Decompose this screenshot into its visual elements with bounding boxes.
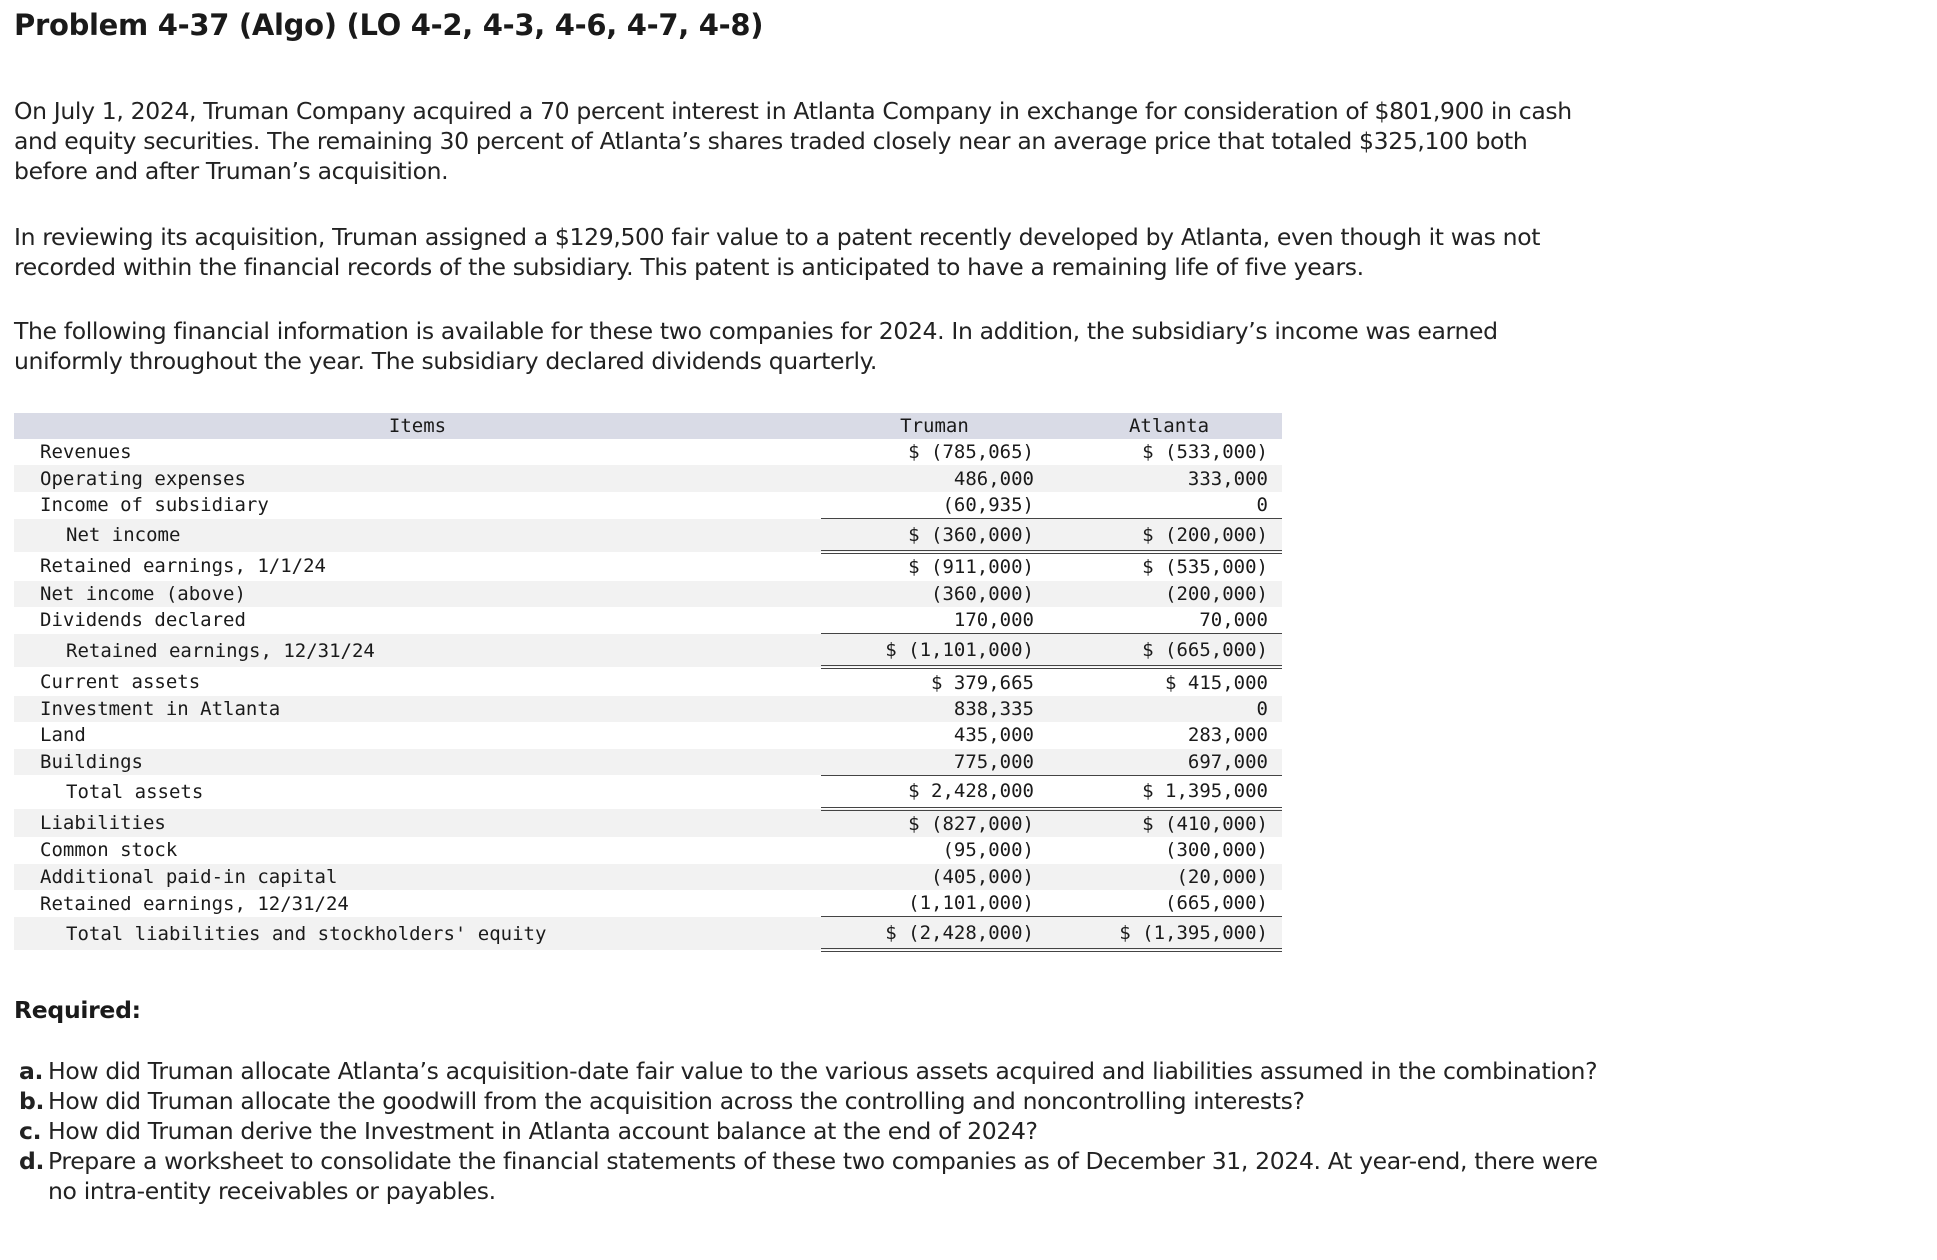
row-label: Investment in Atlanta	[14, 696, 821, 722]
atlanta-value: $ (1,395,000)	[1056, 917, 1282, 951]
header-atlanta: Atlanta	[1056, 413, 1282, 439]
list-item	[14, 1086, 1604, 1116]
truman-value: $ (827,000)	[821, 809, 1048, 837]
table-row	[14, 607, 1282, 634]
atlanta-value: $ 415,000	[1165, 671, 1268, 694]
financial-info-table	[14, 413, 1282, 952]
intro-paragraph-acquisition: On July 1, 2024, Truman Company acquired a 70 percent interest in Atlanta Company in exchange for consideration of $801,900 in cash and equity securities. The remaining 30 percent of Atlanta’s shares traded closely near an average price that totaled $325,100 both before and after Truman’s acquisition.	[14, 97, 1572, 185]
table-row	[14, 696, 1282, 722]
atlanta-value: 70,000	[1199, 609, 1268, 632]
atlanta-value: 697,000	[1056, 749, 1282, 776]
truman-value: $ (1,101,000)	[821, 634, 1048, 668]
truman-value: (60,935)	[942, 493, 1034, 516]
atlanta-value: (300,000)	[1165, 839, 1268, 862]
item-label: b.	[19, 1087, 45, 1115]
item-label: a.	[19, 1057, 44, 1085]
truman-value: 435,000	[953, 724, 1034, 747]
row-label: Dividends declared	[40, 609, 246, 632]
row-label: Net income (above)	[14, 581, 821, 607]
table-row-subtotal	[14, 519, 1282, 553]
item-text: How did Truman allocate Atlanta’s acquisition-date fair value to the various assets acquired and liabilities assumed in the combination?	[48, 1057, 1598, 1085]
atlanta-value: 0	[1256, 493, 1268, 516]
intro-paragraph-financial-info: The following financial information is available for these two companies for 2024. In addition, the subsidiary’s income was earned uniformly throughout the year. The subsidiary declared dividends quarterly.	[14, 317, 1498, 375]
required-heading: Required:	[14, 996, 141, 1024]
item-label: c.	[19, 1117, 42, 1145]
table-row	[14, 749, 1282, 776]
row-label: Total assets	[66, 781, 204, 804]
table-row-total	[14, 917, 1282, 951]
table-row	[14, 465, 1282, 491]
table-row	[14, 809, 1282, 837]
row-label: Income of subsidiary	[40, 494, 269, 517]
header-truman: Truman	[821, 413, 1048, 439]
table-row	[14, 492, 1282, 519]
atlanta-value: 0	[1056, 696, 1282, 722]
atlanta-value: 333,000	[1056, 465, 1282, 491]
truman-value: (1,101,000)	[908, 892, 1034, 915]
item-text: Prepare a worksheet to consolidate the financial statements of these two companies as of December 31, 2024. At year-end, there were no intra-entity receivables or payables.	[48, 1147, 1598, 1205]
row-label: Liabilities	[14, 809, 821, 837]
item-text: How did Truman allocate the goodwill from the acquisition across the controlling and noncontrolling interests?	[48, 1087, 1305, 1115]
row-label: Total liabilities and stockholders' equity	[14, 917, 821, 951]
table-row	[14, 439, 1282, 465]
list-item	[14, 1116, 1604, 1146]
row-label: Common stock	[40, 839, 178, 862]
row-label: Net income	[14, 519, 821, 553]
truman-value: $ (911,000)	[908, 556, 1034, 579]
table-row	[14, 581, 1282, 607]
item-label: d.	[19, 1147, 45, 1175]
header-items: Items	[14, 413, 821, 439]
atlanta-value: $ (410,000)	[1056, 809, 1282, 837]
row-label: Land	[40, 724, 86, 747]
atlanta-value: (200,000)	[1056, 581, 1282, 607]
table-row	[14, 722, 1282, 748]
truman-value: $ 2,428,000	[821, 775, 1048, 809]
atlanta-value: $ (665,000)	[1056, 634, 1282, 668]
row-label: Retained earnings, 12/31/24	[40, 892, 349, 915]
truman-value: (405,000)	[821, 864, 1048, 890]
row-label: Retained earnings, 12/31/24	[14, 634, 821, 668]
truman-value: $ (360,000)	[821, 519, 1048, 553]
row-label: Current assets	[40, 670, 201, 693]
atlanta-value: $ (533,000)	[1142, 441, 1268, 464]
intro-paragraph-patent: In reviewing its acquisition, Truman assigned a $129,500 fair value to a patent recently developed by Atlanta, even though it was not recorded within the financial records of the subsidiary. This patent is anticipated to have a remaining life of five years.	[14, 223, 1541, 281]
required-list	[14, 1056, 1604, 1206]
list-item	[14, 1146, 1604, 1206]
table-row	[14, 667, 1282, 695]
truman-value: (360,000)	[821, 581, 1048, 607]
table-row-subtotal	[14, 775, 1282, 809]
atlanta-value: $ (535,000)	[1142, 556, 1268, 579]
problem-title: Problem 4-37 (Algo) (LO 4-2, 4-3, 4-6, 4-7, 4-8)	[14, 8, 764, 42]
row-label: Additional paid-in capital	[14, 864, 821, 890]
atlanta-value: (665,000)	[1165, 892, 1268, 915]
truman-value: $ (785,065)	[908, 441, 1034, 464]
atlanta-value: (20,000)	[1056, 864, 1282, 890]
item-text: How did Truman derive the Investment in Atlanta account balance at the end of 2024?	[48, 1117, 1038, 1145]
atlanta-value: $ (200,000)	[1056, 519, 1282, 553]
truman-value: $ (2,428,000)	[821, 917, 1048, 951]
row-label: Revenues	[40, 441, 132, 464]
table-row	[14, 890, 1282, 917]
truman-value: 838,335	[821, 696, 1048, 722]
truman-value: 170,000	[953, 609, 1034, 632]
table-row-subtotal	[14, 634, 1282, 668]
truman-value: 486,000	[821, 465, 1048, 491]
row-label: Operating expenses	[14, 465, 821, 491]
atlanta-value: $ 1,395,000	[1056, 775, 1282, 809]
table-row	[14, 837, 1282, 863]
table-row	[14, 864, 1282, 890]
row-label: Retained earnings, 1/1/24	[40, 555, 326, 578]
truman-value: 775,000	[821, 749, 1048, 776]
list-item	[14, 1056, 1604, 1086]
atlanta-value: 283,000	[1187, 724, 1268, 747]
table-row	[14, 552, 1282, 580]
truman-value: (95,000)	[942, 839, 1034, 862]
row-label: Buildings	[14, 749, 821, 776]
truman-value: $ 379,665	[931, 671, 1034, 694]
table-header-row	[14, 413, 1282, 439]
